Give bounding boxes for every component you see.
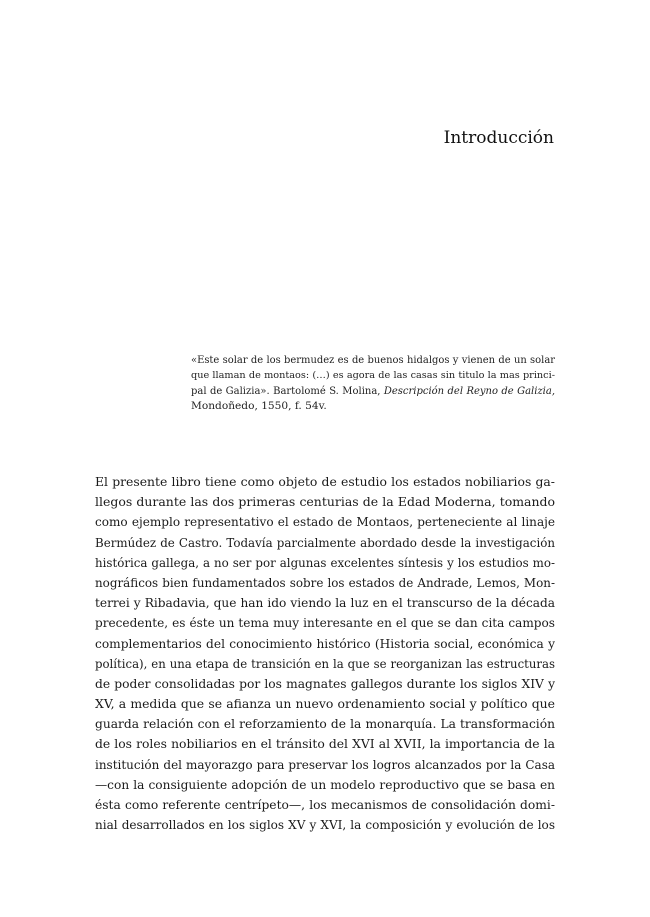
chapter-title: Introducción	[443, 128, 554, 148]
epigraph-quote	[191, 353, 555, 415]
body-line: ésta como referente centrípeto—, los mecanismos de consolidación domi-	[95, 798, 555, 812]
body-line: precedente, es éste un tema muy interesante en el que se dan cita campos	[95, 616, 555, 631]
epigraph-line: que llaman de montaos: (…) es agora de las casas sin titulo la mas princi-	[191, 370, 555, 382]
body-line: de poder consolidadas por los magnates gallegos durante los siglos XIV y	[95, 676, 555, 691]
epigraph-line: «Este solar de los bermudez es de buenos hidalgos y vienen de un solar	[191, 355, 555, 366]
body-line: institución del mayorazgo para preservar los logros alcanzados por la Casa	[95, 757, 555, 772]
body-line: nográficos bien fundamentados sobre los estados de Andrade, Lemos, Mon-	[95, 575, 555, 590]
body-line: nial desarrollados en los siglos XV y XVI, la composición y evolución de los	[95, 818, 555, 833]
body-line: llegos durante las dos primeras centurias de la Edad Moderna, tomando	[95, 494, 555, 510]
body-line: terrei y Ribadavia, que han ido viendo la luz en el transcurso de la década	[95, 596, 555, 611]
body-line: El presente libro tiene como objeto de estudio los estados nobiliarios ga-	[95, 474, 555, 489]
body-line: —con la consiguiente adopción de un modelo reproductivo que se basa en	[95, 777, 555, 792]
body-line: complementarios del conocimiento histórico (Historia social, económica y	[95, 636, 555, 651]
body-line: guarda relación con el reforzamiento de la monarquía. La transformación	[95, 717, 555, 732]
epigraph-citation-work-title: Descripción del Reyno de Galizia,	[383, 385, 555, 397]
body-line: política), en una etapa de transición en la que se reorganizan las estructuras	[95, 656, 555, 671]
epigraph-citation-author: pal de Galizia». Bartolomé S. Molina,	[191, 385, 384, 397]
body-line: XV, a medida que se afianza un nuevo ordenamiento social y político que	[95, 696, 555, 712]
body-line: Bermúdez de Castro. Todavía parcialmente abordado desde la investigación	[95, 535, 555, 550]
body-line: histórica gallega, a no ser por algunas excelentes síntesis y los estudios mo-	[95, 555, 555, 570]
body-line: como ejemplo representativo el estado de Montaos, perteneciente al linaje	[95, 515, 555, 530]
epigraph-line: Mondoñedo, 1550, f. 54v.	[191, 400, 327, 413]
body-line: de los roles nobiliarios en el tránsito del XVI al XVII, la importancia de la	[95, 737, 555, 752]
epigraph-line	[191, 384, 555, 399]
body-paragraph	[95, 472, 555, 835]
